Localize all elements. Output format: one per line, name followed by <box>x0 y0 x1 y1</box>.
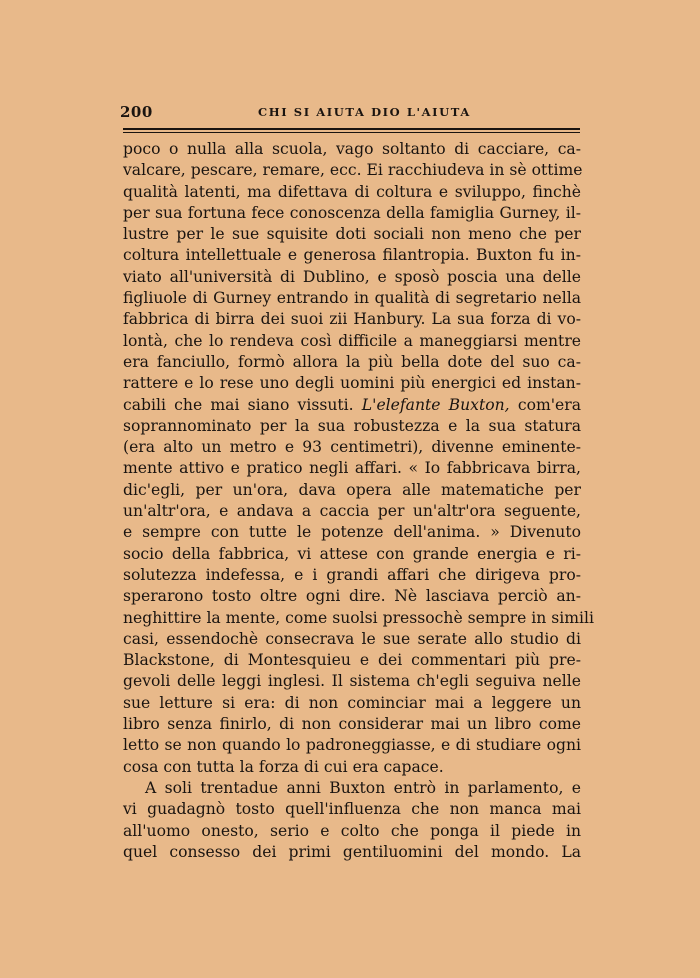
page-header <box>120 103 580 125</box>
text-line: mente attivo e pratico negli affari. « Io fabbricava birra, <box>123 459 581 478</box>
line-text: cabili che mai siano vissuti. <box>123 395 354 414</box>
text-line: all'uomo onesto, serio e colto che ponga il piede in <box>123 821 581 840</box>
text-line: Blackstone, di Montesquieu e dei commentari più pre- <box>123 651 581 670</box>
text-line: viato all'università di Dublino, e sposò poscia una delle <box>123 267 581 286</box>
text-line: dic'egli, per un'ora, dava opera alle matematiche per <box>123 480 581 499</box>
text-line: era fanciullo, formò allora la più bella dote del suo ca- <box>123 352 581 371</box>
text-line: A soli trentadue anni Buxton entrò in parlamento, e <box>145 778 581 797</box>
text-line: coltura intellettuale e generosa filantropia. Buxton fu in- <box>123 246 581 265</box>
text-line: letto se non quando lo padroneggiasse, e di studiare ogni <box>123 736 581 755</box>
text-line: qualità latenti, ma difettava di coltura e sviluppo, finchè <box>123 182 581 201</box>
text-line: casi, essendochè consecrava le sue serate allo studio di <box>123 629 581 648</box>
text-line: vi guadagnò tosto quell'influenza che non manca mai <box>123 800 581 819</box>
text-line: valcare, pescare, remare, ecc. Ei racchiudeva in sè ottime <box>123 161 583 180</box>
text-line: soprannominato per la sua robustezza e la sua statura <box>123 416 581 435</box>
text-line: e sempre con tutte le potenze dell'anima. » Divenuto <box>123 523 581 542</box>
page-number: 200 <box>120 103 153 121</box>
text-line: sue letture si era: di non cominciar mai a leggere un <box>123 693 581 712</box>
text-line: lontà, che lo rendeva così difficile a maneggiarsi mentre <box>123 331 581 350</box>
text-line: poco o nulla alla scuola, vago soltanto di cacciare, ca- <box>123 140 581 158</box>
text-line: neghittire la mente, come suolsi pressochè sempre in simili <box>123 608 594 627</box>
text-line: figliuole di Gurney entrando in qualità di segretario nella <box>123 289 581 308</box>
text-line: libro senza finirlo, di non considerar mai un libro come <box>123 715 581 734</box>
body-text <box>123 139 594 863</box>
text-line: cosa con tutta la forza di cui era capace. <box>123 757 444 776</box>
text-line: quel consesso dei primi gentiluomini del mondo. La <box>123 842 581 861</box>
line-text-tail: com'era <box>509 395 582 414</box>
text-line: (era alto un metro e 93 centimetri), divenne eminente- <box>123 438 581 457</box>
italic-phrase: L'elefante Buxton, <box>361 395 510 414</box>
text-line: sperarono tosto oltre ogni dire. Nè lasciava perciò an- <box>123 587 581 606</box>
text-line: socio della fabbrica, vi attese con grande energia e ri- <box>123 544 581 563</box>
text-line: gevoli delle leggi inglesi. Il sistema ch'egli seguiva nelle <box>123 672 581 691</box>
text-line: fabbrica di birra dei suoi zii Hanbury. La sua forza di vo- <box>123 310 581 329</box>
text-line-with-italic <box>123 395 581 416</box>
text-line: per sua fortuna fece conoscenza della famiglia Gurney, il- <box>123 203 581 222</box>
running-title: CHI SI AIUTA DIO L'AIUTA <box>258 105 471 119</box>
text-line: un'altr'ora, e andava a caccia per un'altr'ora seguente, <box>123 502 581 521</box>
text-line: lustre per le sue squisite doti sociali non meno che per <box>123 225 581 244</box>
text-line: rattere e lo rese uno degli uomini più energici ed instan- <box>123 374 581 393</box>
text-line: solutezza indefessa, e i grandi affari che dirigeva pro- <box>123 565 581 584</box>
header-rule <box>123 128 580 130</box>
